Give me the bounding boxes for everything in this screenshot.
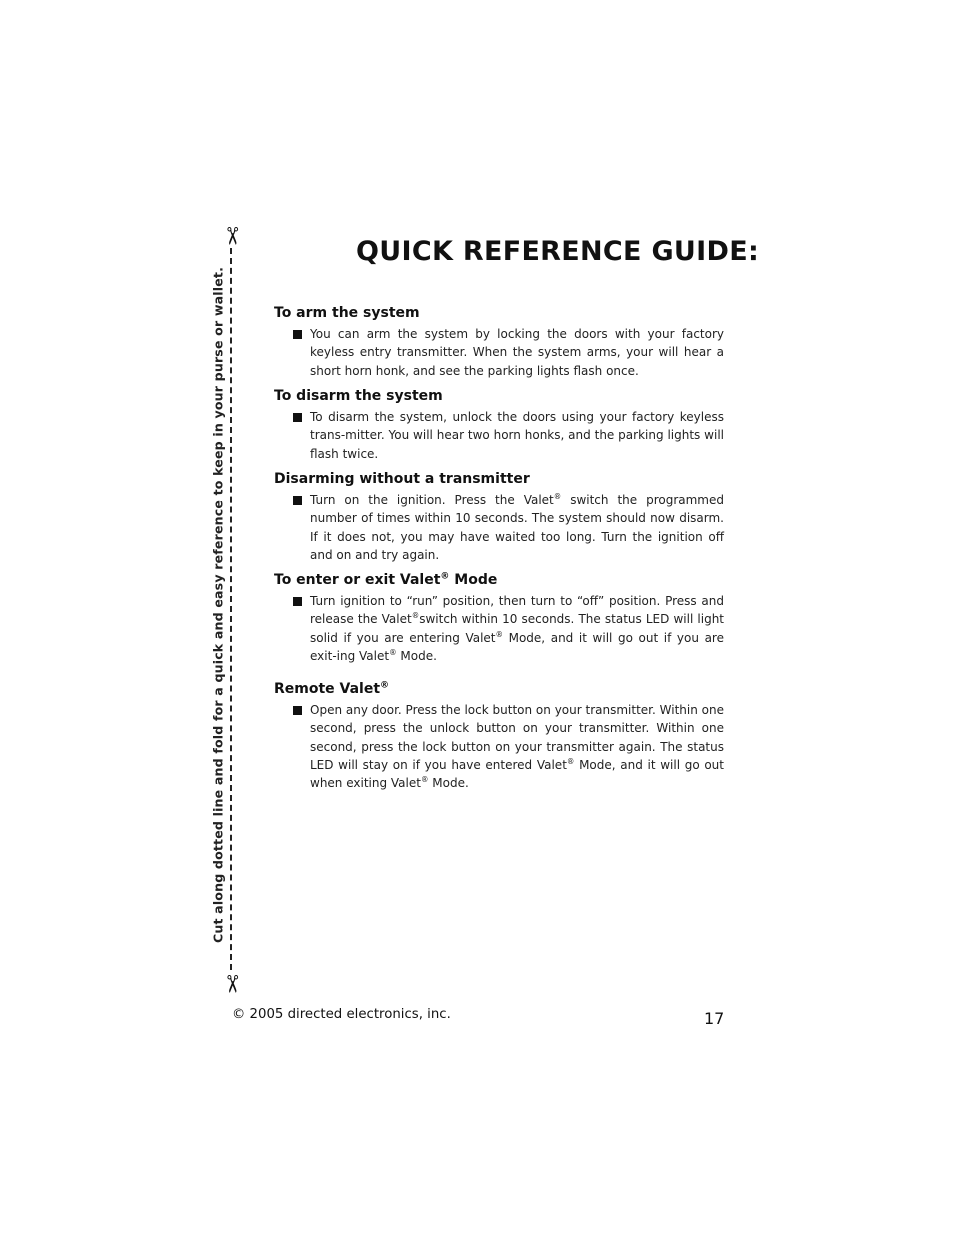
list-item: [274, 491, 724, 564]
dotted-cut-line: [230, 248, 232, 970]
scissors-icon: ✂: [218, 973, 246, 995]
square-bullet-icon: [293, 597, 302, 606]
section-text: To disarm the system, unlock the doors using your factory keyless trans-mitter. You will hear two horn honks, and the parking lights will flash twice.: [310, 410, 724, 461]
section-text: Open any door. Press the lock button on your transmitter. Within one second, press the unlock button on your transmitter. Within one second, press the lock button on your transmitter again. The status LED will stay on if you have entered Valet® Mode, and it will go out when exiting Valet® Mode.: [310, 703, 724, 791]
section-arm: [274, 303, 724, 380]
list-item: [274, 408, 724, 463]
square-bullet-icon: [293, 413, 302, 422]
section-heading: To arm the system: [274, 305, 420, 321]
section-heading: To enter or exit Valet® Mode: [274, 571, 498, 588]
copyright: © 2005 directed electronics, inc.: [232, 1007, 451, 1022]
list-item: [274, 592, 724, 665]
list-item: [274, 325, 724, 380]
section-heading: Remote Valet®: [274, 680, 390, 697]
page-title: QUICK REFERENCE GUIDE:: [356, 236, 760, 267]
section-disarm-no-transmitter: [274, 469, 724, 564]
page-number: 17: [704, 1009, 725, 1028]
section-remote-valet: [274, 679, 724, 792]
section-text: Turn on the ignition. Press the Valet® switch the programmed number of times within 10 seconds. The system should now disarm. If it does not, you may have waited too long. Turn the ignition off and on and try again.: [310, 492, 724, 562]
section-text: You can arm the system by locking the doors with your factory keyless entry transmitter. When the system arms, your will hear a short horn honk, and see the parking lights flash once.: [310, 327, 724, 378]
section-disarm: [274, 386, 724, 463]
square-bullet-icon: [293, 496, 302, 505]
scissors-icon: ✂: [218, 225, 246, 247]
section-heading: To disarm the system: [274, 388, 443, 404]
section-heading: Disarming without a transmitter: [274, 471, 530, 487]
cut-instructions-text: Cut along dotted line and fold for a quick and easy reference to keep in your purse or wallet.: [210, 266, 226, 944]
square-bullet-icon: [293, 330, 302, 339]
section-valet-mode: [274, 570, 724, 665]
section-text: Turn ignition to “run” position, then turn to “off” position. Press and release the Valet®switch within 10 seconds. The status LED will light solid if you are entering Valet® Mode, and it will go out if you are exit-ing Valet® Mode.: [310, 594, 724, 663]
square-bullet-icon: [293, 706, 302, 715]
list-item: [274, 701, 724, 792]
